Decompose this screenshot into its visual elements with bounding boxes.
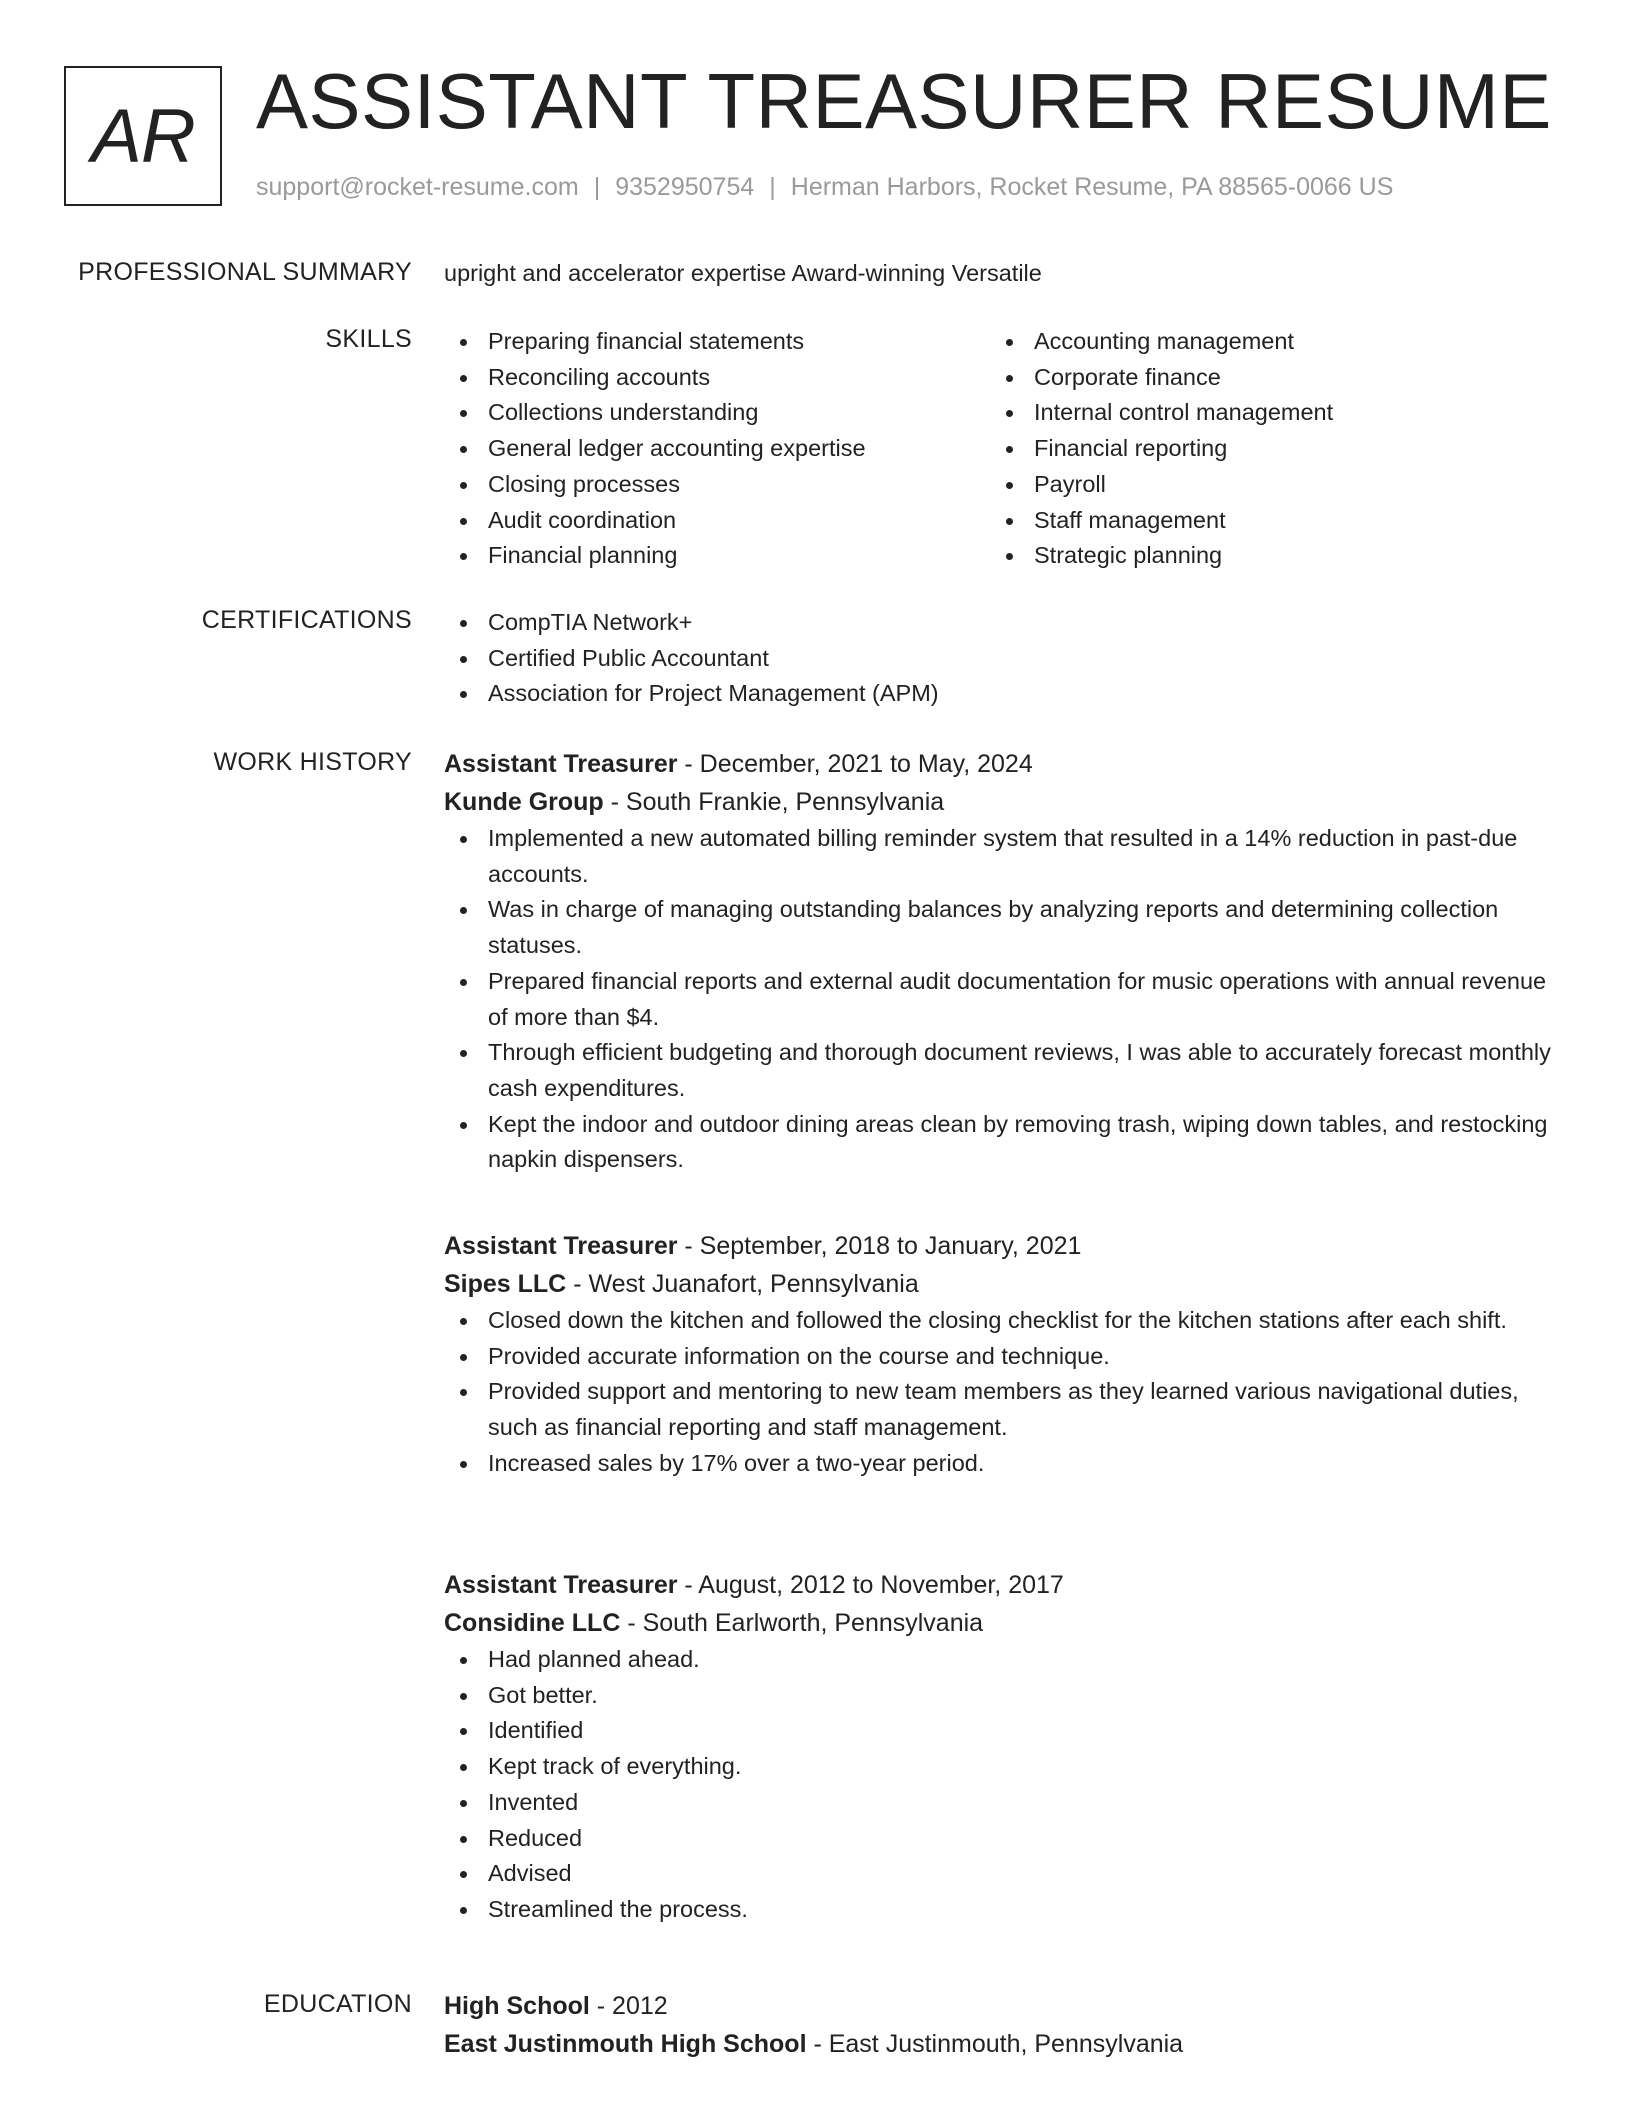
skill-item: Financial planning	[444, 538, 990, 574]
skill-item: General ledger accounting expertise	[444, 431, 990, 467]
skill-item: Accounting management	[990, 324, 1536, 360]
job-title: Assistant Treasurer	[444, 750, 678, 778]
job-company-line	[444, 783, 1564, 821]
job-bullet: Advised	[444, 1856, 1564, 1892]
section-label-work-history: WORK HISTORY	[213, 748, 412, 776]
education-degree-line	[444, 1987, 1564, 2025]
job-bullet: Through efficient budgeting and thorough document reviews, I was able to accurately forecast monthly cash expenditures.	[444, 1035, 1564, 1106]
job-location: - South Frankie, Pennsylvania	[603, 788, 945, 816]
address: Herman Harbors, Rocket Resume, PA 88565-0066 US	[790, 173, 1394, 201]
skills-list	[444, 324, 1564, 574]
monogram-logo: AR	[64, 66, 222, 206]
job-bullet: Was in charge of managing outstanding balances by analyzing reports and determining collection statuses.	[444, 892, 1564, 963]
job-title: Assistant Treasurer	[444, 1571, 678, 1599]
job-bullets	[444, 1303, 1564, 1482]
job-bullets	[444, 1642, 1564, 1928]
job-bullet: Kept track of everything.	[444, 1749, 1564, 1785]
job-company: Kunde Group	[444, 788, 604, 816]
job-entry	[444, 745, 1564, 1178]
skill-item: Audit coordination	[444, 503, 990, 539]
job-title: Assistant Treasurer	[444, 1232, 678, 1260]
job-bullet: Prepared financial reports and external audit documentation for music operations with annual revenue of more than $4.	[444, 964, 1564, 1035]
certification-item: Association for Project Management (APM)	[444, 676, 1564, 712]
summary-text: upright and accelerator expertise Award-winning Versatile	[444, 260, 1042, 286]
certifications-list	[444, 605, 1564, 712]
job-bullet: Kept the indoor and outdoor dining areas clean by removing trash, wiping down tables, and restocking napkin dispensers.	[444, 1107, 1564, 1178]
skill-item: Financial reporting	[990, 431, 1536, 467]
section-label-skills: SKILLS	[325, 325, 412, 353]
job-location: - South Earlworth, Pennsylvania	[620, 1609, 984, 1637]
education-school: East Justinmouth High School	[444, 2030, 807, 2058]
skill-item: Payroll	[990, 467, 1536, 503]
job-dates: - September, 2018 to January, 2021	[677, 1232, 1082, 1260]
skill-item: Reconciling accounts	[444, 360, 990, 396]
skill-item: Internal control management	[990, 395, 1536, 431]
skill-item: Collections understanding	[444, 395, 990, 431]
job-bullets	[444, 821, 1564, 1178]
separator: |	[769, 173, 776, 201]
job-bullet: Provided support and mentoring to new team members as they learned various navigational duties, such as financial reporting and staff management.	[444, 1374, 1564, 1445]
skills-column-right	[990, 324, 1536, 574]
contact-line	[256, 173, 1393, 202]
job-dates: - August, 2012 to November, 2017	[677, 1571, 1064, 1599]
separator: |	[593, 173, 601, 201]
section-label-certifications: CERTIFICATIONS	[201, 606, 412, 634]
job-company: Considine LLC	[444, 1609, 621, 1637]
section-label-summary: PROFESSIONAL SUMMARY	[78, 258, 412, 286]
job-company-line	[444, 1265, 1564, 1303]
job-bullet: Streamlined the process.	[444, 1892, 1564, 1928]
job-entry	[444, 1566, 1564, 1928]
job-bullet: Implemented a new automated billing reminder system that resulted in a 14% reduction in past-due accounts.	[444, 821, 1564, 892]
education-entry	[444, 1987, 1564, 2063]
email-link[interactable]: support@rocket-resume.com	[256, 173, 579, 201]
skill-item: Staff management	[990, 503, 1536, 539]
job-title-line	[444, 745, 1564, 783]
education-year: - 2012	[589, 1992, 668, 2020]
job-bullet: Closed down the kitchen and followed the closing checklist for the kitchen stations after each shift.	[444, 1303, 1564, 1339]
job-bullet: Had planned ahead.	[444, 1642, 1564, 1678]
job-title-line	[444, 1566, 1564, 1604]
education-school-line	[444, 2025, 1564, 2063]
skills-column-left	[444, 324, 990, 574]
job-bullet: Invented	[444, 1785, 1564, 1821]
skill-item: Strategic planning	[990, 538, 1536, 574]
job-entry	[444, 1227, 1564, 1482]
skill-item: Corporate finance	[990, 360, 1536, 396]
job-bullet: Increased sales by 17% over a two-year period.	[444, 1446, 1564, 1482]
section-label-education: EDUCATION	[263, 1990, 412, 2018]
education-degree: High School	[444, 1992, 590, 2020]
job-bullet: Provided accurate information on the course and technique.	[444, 1339, 1564, 1375]
job-company-line	[444, 1604, 1564, 1642]
job-bullet: Identified	[444, 1713, 1564, 1749]
job-bullet: Reduced	[444, 1821, 1564, 1857]
skill-item: Preparing financial statements	[444, 324, 990, 360]
job-location: - West Juanafort, Pennsylvania	[566, 1270, 919, 1298]
education-location: - East Justinmouth, Pennsylvania	[806, 2030, 1184, 2058]
certification-item: CompTIA Network+	[444, 605, 1564, 641]
job-company: Sipes LLC	[444, 1270, 567, 1298]
job-title-line	[444, 1227, 1564, 1265]
skill-item: Closing processes	[444, 467, 990, 503]
job-bullet: Got better.	[444, 1678, 1564, 1714]
certification-item: Certified Public Accountant	[444, 641, 1564, 677]
phone-number: 9352950754	[615, 173, 755, 201]
job-dates: - December, 2021 to May, 2024	[677, 750, 1033, 778]
resume-title: ASSISTANT TREASURER RESUME	[256, 57, 1552, 145]
